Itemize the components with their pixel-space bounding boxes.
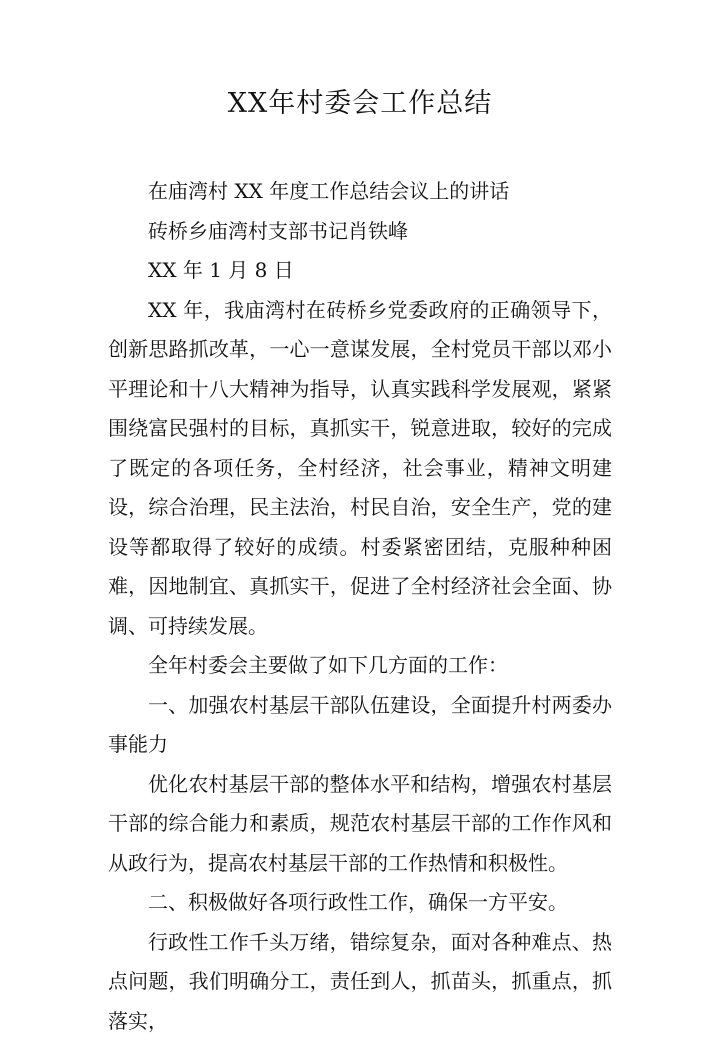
document-body: [108, 172, 612, 1041]
section-heading: 一、加强农村基层干部队伍建设，全面提升村两委办事能力: [108, 686, 612, 765]
body-paragraph: 行政性工作千头万绪，错综复杂，面对各种难点、热点问题，我们明确分工，责任到人，抓苗头，抓重点，抓落实，: [108, 923, 612, 1041]
body-paragraph: 全年村委会主要做了如下几方面的工作：: [108, 646, 612, 686]
body-paragraph: 优化农村基层干部的整体水平和结构，增强农村基层干部的综合能力和素质，规范农村基层干部的工作作风和从政行为，提高农村基层干部的工作热情和积极性。: [108, 765, 612, 884]
speaker-line: 砖桥乡庙湾村支部书记肖铁峰: [108, 212, 612, 252]
body-paragraph: XX 年，我庙湾村在砖桥乡党委政府的正确领导下，创新思路抓改革，一心一意谋发展，全村党员干部以邓小平理论和十八大精神为指导，认真实践科学发展观，紧紧围绕富民强村的目标，真抓实干，锐意进取，较好的完成了既定的各项任务，全村经济，社会事业，精神文明建设，综合治理，民主法治，村民自治，安全生产，党的建设等都取得了较好的成绩。村委紧密团结，克服种种困难，因地制宜、真抓实干，促进了全村经济社会全面、协调、可持续发展。: [108, 291, 612, 647]
speech-heading: 在庙湾村 XX 年度工作总结会议上的讲话: [108, 172, 612, 212]
date-line: XX 年 1 月 8 日: [108, 251, 612, 291]
document-title: XX年村委会工作总结: [0, 84, 720, 124]
section-heading: 二、积极做好各项行政性工作，确保一方平安。: [108, 883, 612, 923]
